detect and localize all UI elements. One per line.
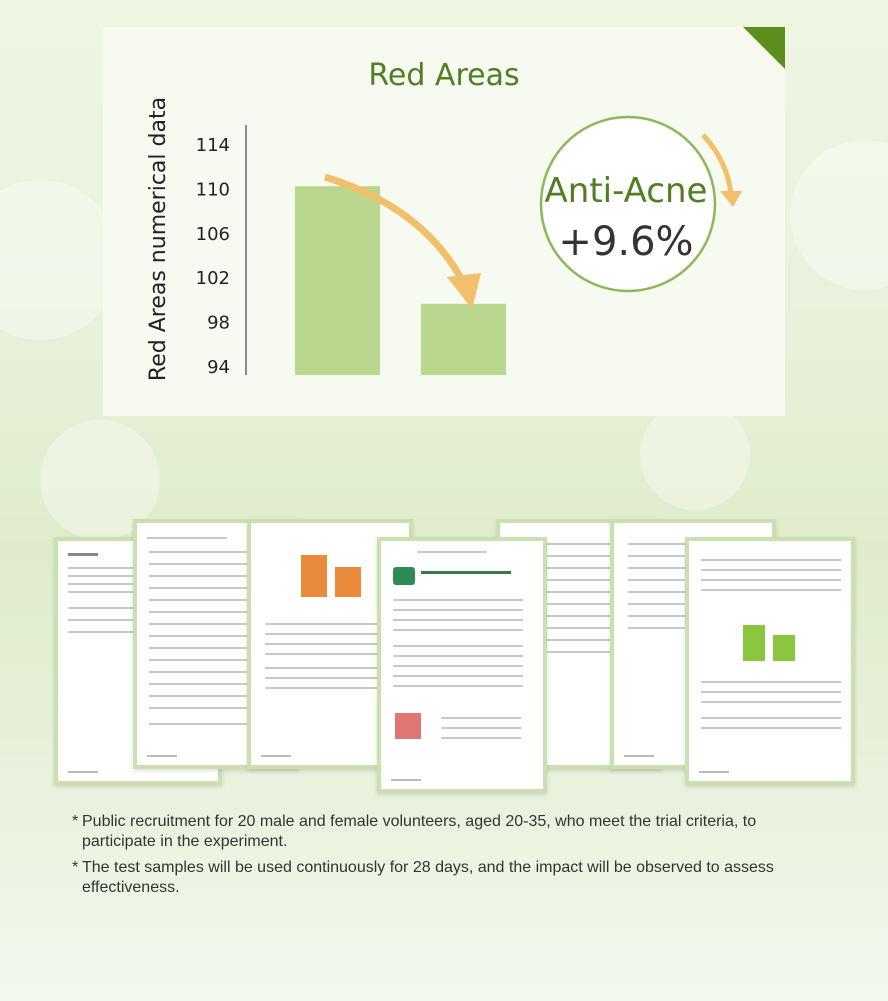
chart-title: Red Areas xyxy=(368,58,520,93)
footnote-marker: * xyxy=(72,813,79,830)
badge-text-anti-acne: Anti-Acne xyxy=(544,171,708,211)
footnote xyxy=(72,812,832,852)
y-tick-label: 110 xyxy=(195,179,230,201)
footnotes xyxy=(72,812,832,904)
y-axis-ticks xyxy=(196,135,230,378)
footnote-text: Public recruitment for 20 male and female volunteers, aged 20-35, who meet the trial criteria, to participate in the experiment. xyxy=(82,813,757,850)
footnote xyxy=(72,858,832,898)
badge-text-percent: +9.6% xyxy=(558,219,694,265)
bar-2 xyxy=(421,304,506,375)
bar-1 xyxy=(295,186,380,375)
bokeh-decor xyxy=(640,400,750,510)
badge-arrow-head xyxy=(720,191,742,207)
bar-chart xyxy=(103,27,785,416)
y-tick-label: 98 xyxy=(207,312,230,334)
y-axis-label: Red Areas numerical data xyxy=(146,96,171,382)
document-page-7 xyxy=(685,537,855,785)
y-tick-label: 94 xyxy=(207,357,230,378)
bokeh-decor xyxy=(0,180,120,340)
trend-arrow-head xyxy=(447,273,481,309)
chart-card xyxy=(103,27,785,416)
document-certificate xyxy=(377,537,547,793)
bokeh-decor xyxy=(790,140,888,290)
y-tick-label: 106 xyxy=(195,223,230,245)
y-tick-label: 102 xyxy=(195,268,230,290)
footnote-text: The test samples will be used continuously for 28 days, and the impact will be observed to assess effectiveness. xyxy=(82,859,774,896)
footnote-marker: * xyxy=(72,859,79,876)
y-tick-label: 114 xyxy=(195,135,230,156)
